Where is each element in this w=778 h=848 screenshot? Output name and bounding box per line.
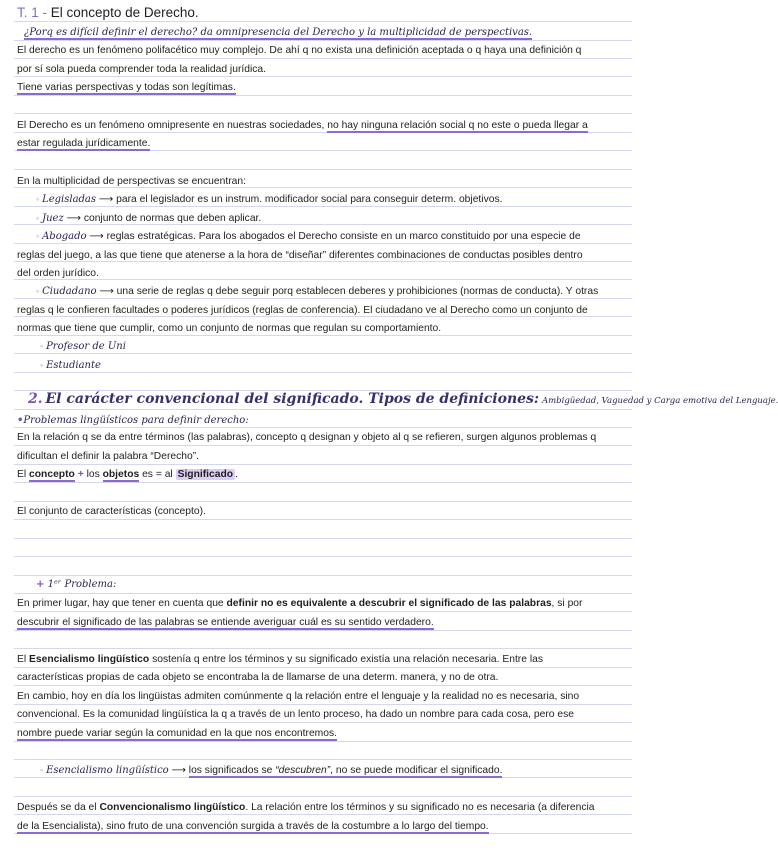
list-item-esencialismo: ◦ Esencialismo lingüístico ⟶ los significados se “descubren”, no se puede modificar el significado. bbox=[40, 765, 503, 776]
bullet-icon: ◦ bbox=[36, 194, 40, 204]
paragraph-line: dificultan el definir la palabra “Derecho”. bbox=[17, 451, 200, 462]
paragraph-line: En la relación q se da entre términos (las palabras), concepto q designan y objeto al q se refieren, surgen algunos problemas q bbox=[17, 432, 597, 443]
paragraph-line: El Esencialismo lingüístico sostenía q entre los términos y su significado existía una relación necesaria. Entre las bbox=[17, 654, 543, 665]
paragraph-line: características propias de cada objeto se encontraba la de llamarse de una determ. manera, y no de otra. bbox=[17, 672, 499, 683]
list-item-abogado: ◦ Abogado ⟶ reglas estratégicas. Para los abogados el Derecho consiste en un marco constituido por una especie de bbox=[36, 231, 581, 242]
paragraph-line: Después se da el Convencionalismo lingüístico. La relación entre los términos y su significado no es necesaria (a diferencia bbox=[17, 802, 595, 813]
paragraph-line: El derecho es un fenómeno polifacético muy complejo. De ahí q no exista una definición aceptada o q haya una definición q bbox=[17, 45, 582, 56]
paragraph-line: del orden jurídico. bbox=[17, 268, 99, 279]
bullet-icon: ◦ bbox=[36, 213, 40, 223]
bullet-icon: ◦ bbox=[36, 231, 40, 241]
paragraph-line: El Derecho es un fenómeno omnipresente en nuestras sociedades, no hay ninguna relación social q no este o pueda llegar a bbox=[17, 120, 588, 131]
list-item-juez: ◦ Juez ⟶ conjunto de normas que deben aplicar. bbox=[36, 213, 262, 224]
paragraph-line: por sí sola pueda comprender toda la realidad jurídica. bbox=[17, 64, 266, 75]
arrow-icon: ⟶ bbox=[98, 194, 114, 205]
paragraph-line: convencional. Es la comunidad lingüística la q a través de un lento proceso, ha dado un nombre para cada cosa, pero ese bbox=[17, 709, 574, 720]
list-item-profesor: ◦ Profesor de Uni bbox=[40, 341, 126, 352]
bullet-icon: ◦ bbox=[40, 765, 44, 775]
list-item-estudiante: ◦ Estudiante bbox=[40, 360, 101, 371]
paragraph-line: de la Esencialista), sino fruto de una convención surgida a través de la costumbre a lo largo del tiempo. bbox=[17, 821, 489, 832]
arrow-icon: ⟶ bbox=[89, 231, 104, 242]
paragraph-line: En la multiplicidad de perspectivas se encuentran: bbox=[17, 176, 246, 187]
bullet-icon: ◦ bbox=[40, 360, 44, 370]
arrow-icon: ⟶ bbox=[171, 765, 186, 776]
equation-line: El concepto + los objetos es = al Significado . bbox=[17, 469, 238, 480]
paragraph-line: normas que tiene que cumplir, como un conjunto de normas que regulan su comportamiento. bbox=[17, 323, 442, 334]
title-text: El concepto de Derecho. bbox=[50, 5, 199, 20]
paragraph-line: reglas q le confieren facultades o poderes jurídicos (reglas de conferencia). El ciudadano ve al Derecho como un conjunto de bbox=[17, 305, 588, 316]
page-title bbox=[17, 5, 633, 21]
plus-icon: + bbox=[36, 579, 45, 590]
dot-icon: • bbox=[17, 415, 24, 426]
paragraph-line: En primer lugar, hay que tener en cuenta que definir no es equivalente a descubrir el significado de las palabras, si por bbox=[17, 598, 583, 609]
section-2-title: 2. El carácter convencional del significado. Tipos de definiciones: Ambigüedad, Vaguedad y Carga emotiva del Lenguaje. bbox=[28, 391, 778, 407]
bullet-icon: ◦ bbox=[40, 341, 44, 351]
paragraph-line: Tiene varias perspectivas y todas son legítimas. bbox=[17, 82, 236, 93]
list-item-legislador: ◦ Legisladas ⟶ para el legislador es un instrum. modificador social para conseguir determ. objetivos. bbox=[36, 194, 503, 205]
title-number: T. 1 - bbox=[17, 5, 48, 20]
paragraph-line: reglas del juego, a las que tiene que atenerse a la hora de “diseñar” diferentes combinaciones de conductas posibles dentro bbox=[17, 250, 583, 261]
subheading-handwritten: •Problemas lingüísticos para definir derecho: bbox=[17, 415, 249, 426]
list-item-ciudadano: ◦ Ciudadano ⟶ una serie de reglas q debe seguir porq establecen deberes y prohibiciones (normas de conducta). Y otras bbox=[36, 286, 599, 297]
paragraph-line: descubrir el significado de las palabras se entiende averiguar cuál es su sentido verdadero. bbox=[17, 617, 434, 628]
paragraph-line: En cambio, hoy en día los lingüistas admiten comúnmente q la relación entre el lenguaje y la realidad no es necesaria, sino bbox=[17, 691, 580, 702]
arrow-icon: ⟶ bbox=[66, 213, 81, 224]
paragraph-line: nombre puede variar según la comunidad en la que nos encontremos. bbox=[17, 728, 337, 739]
bullet-icon: ◦ bbox=[36, 286, 40, 296]
question-handwritten: ¿Porq es difícil definir el derecho? da omnipresencia del Derecho y la multiplicidad de perspectivas. bbox=[24, 27, 533, 38]
paragraph-line: estar regulada jurídicamente. bbox=[17, 138, 151, 149]
problem-heading: + 1ᵉʳ Problema: bbox=[36, 579, 117, 590]
paragraph-line: El conjunto de características (concepto). bbox=[17, 506, 206, 517]
arrow-icon: ⟶ bbox=[99, 286, 114, 297]
